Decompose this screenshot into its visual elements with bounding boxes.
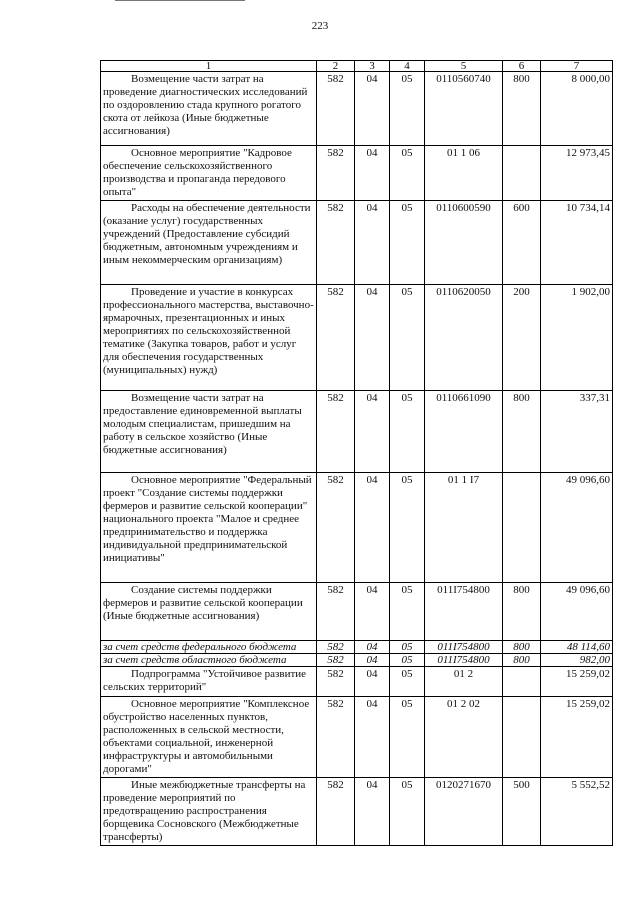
cell-section: 04 [355, 641, 390, 654]
row-name: Возмещение части затрат на предоставление единовременной выплаты молодым специалистам, пришедшим на работу в сельское хозяйство (Иные бюджетные ассигнования) [101, 391, 317, 473]
cell-subsection: 05 [390, 391, 425, 473]
top-rule [115, 0, 245, 1]
cell-subsection: 05 [390, 654, 425, 667]
cell-admin: 582 [317, 583, 355, 641]
cell-target-code: 01 1 I7 [425, 473, 503, 583]
cell-amount: 49 096,60 [541, 473, 613, 583]
table-row [101, 201, 613, 285]
cell-target-code: 01 2 [425, 667, 503, 697]
row-name: за счет средств областного бюджета [101, 654, 317, 667]
table-row [101, 697, 613, 778]
budget-table [100, 60, 613, 846]
cell-target-code: 0110600590 [425, 201, 503, 285]
cell-section: 04 [355, 654, 390, 667]
table-row [101, 146, 613, 201]
cell-amount: 49 096,60 [541, 583, 613, 641]
cell-admin: 582 [317, 201, 355, 285]
table-row [101, 641, 613, 654]
cell-target-code: 0110620050 [425, 285, 503, 391]
cell-admin: 582 [317, 778, 355, 846]
cell-subsection: 05 [390, 667, 425, 697]
cell-expense-type: 200 [503, 285, 541, 391]
cell-section: 04 [355, 778, 390, 846]
cell-admin: 582 [317, 146, 355, 201]
cell-subsection: 05 [390, 473, 425, 583]
cell-expense-type: 500 [503, 778, 541, 846]
cell-section: 04 [355, 201, 390, 285]
row-name: Основное мероприятие "Федеральный проект "Создание системы поддержки фермеров и развитие сельской кооперации" национального проекта "Малое и среднее предпринимательство и поддержка индивидуальной предпринимательской инициативы" [101, 473, 317, 583]
table-row [101, 391, 613, 473]
cell-subsection: 05 [390, 201, 425, 285]
row-name: Основное мероприятие "Кадровое обеспечение сельскохозяйственного производства и пропаганда передового опыта" [101, 146, 317, 201]
cell-expense-type [503, 146, 541, 201]
column-header: 2 [317, 61, 355, 72]
cell-section: 04 [355, 146, 390, 201]
table-row [101, 583, 613, 641]
cell-amount: 337,31 [541, 391, 613, 473]
cell-admin: 582 [317, 697, 355, 778]
table-row [101, 72, 613, 146]
table-row [101, 667, 613, 697]
page-number: 223 [311, 20, 329, 32]
cell-expense-type: 800 [503, 654, 541, 667]
cell-target-code: 0110560740 [425, 72, 503, 146]
header-row [101, 61, 613, 72]
cell-section: 04 [355, 72, 390, 146]
cell-admin: 582 [317, 72, 355, 146]
cell-expense-type: 800 [503, 583, 541, 641]
cell-expense-type: 600 [503, 201, 541, 285]
cell-amount: 8 000,00 [541, 72, 613, 146]
column-header: 7 [541, 61, 613, 72]
cell-amount: 1 902,00 [541, 285, 613, 391]
cell-admin: 582 [317, 473, 355, 583]
cell-subsection: 05 [390, 641, 425, 654]
cell-target-code: 011I754800 [425, 583, 503, 641]
cell-admin: 582 [317, 654, 355, 667]
cell-admin: 582 [317, 641, 355, 654]
table-row [101, 654, 613, 667]
cell-target-code: 011I754800 [425, 654, 503, 667]
row-name: Проведение и участие в конкурсах профессионального мастерства, выставочно-ярмарочных, презентационных и иных мероприятиях по сельскохозяйственной тематике (Закупка товаров, работ и услуг для обеспечения государственных (муниципальных) нужд) [101, 285, 317, 391]
row-name: Основное мероприятие "Комплексное обустройство населенных пунктов, расположенных в сельской местности, объектами социальной, инженерной инфраструктуры и автомобильными дорогами" [101, 697, 317, 778]
cell-expense-type [503, 697, 541, 778]
cell-admin: 582 [317, 391, 355, 473]
cell-section: 04 [355, 391, 390, 473]
row-name: Возмещение части затрат на проведение диагностических исследований по оздоровлению стада крупного рогатого скота от лейкоза (Иные бюджетные ассигнования) [101, 72, 317, 146]
cell-admin: 582 [317, 667, 355, 697]
cell-section: 04 [355, 667, 390, 697]
table-row [101, 778, 613, 846]
cell-section: 04 [355, 697, 390, 778]
cell-target-code: 01 2 02 [425, 697, 503, 778]
row-name: Расходы на обеспечение деятельности (оказание услуг) государственных учреждений (Предоставление субсидий бюджетным, автономным учреждениям и иным некоммерческим организациям) [101, 201, 317, 285]
row-name: Подпрограмма "Устойчивое развитие сельских территорий" [101, 667, 317, 697]
cell-amount: 15 259,02 [541, 667, 613, 697]
table-row [101, 473, 613, 583]
cell-amount: 12 973,45 [541, 146, 613, 201]
column-header: 4 [390, 61, 425, 72]
row-name: Создание системы поддержки фермеров и развитие сельской кооперации (Иные бюджетные ассигнования) [101, 583, 317, 641]
cell-subsection: 05 [390, 778, 425, 846]
cell-target-code: 011I754800 [425, 641, 503, 654]
cell-amount: 5 552,52 [541, 778, 613, 846]
cell-expense-type: 800 [503, 641, 541, 654]
cell-target-code: 0120271670 [425, 778, 503, 846]
column-header: 3 [355, 61, 390, 72]
cell-expense-type: 800 [503, 72, 541, 146]
cell-amount: 982,00 [541, 654, 613, 667]
cell-amount: 48 114,60 [541, 641, 613, 654]
cell-expense-type [503, 473, 541, 583]
row-name: Иные межбюджетные трансферты на проведение мероприятий по предотвращению распространения борщевика Сосновского (Межбюджетные трансферты) [101, 778, 317, 846]
cell-subsection: 05 [390, 146, 425, 201]
cell-subsection: 05 [390, 72, 425, 146]
column-header: 5 [425, 61, 503, 72]
cell-target-code: 01 1 06 [425, 146, 503, 201]
cell-target-code: 0110661090 [425, 391, 503, 473]
column-header: 1 [101, 61, 317, 72]
cell-admin: 582 [317, 285, 355, 391]
cell-expense-type: 800 [503, 391, 541, 473]
table-row [101, 285, 613, 391]
cell-amount: 10 734,14 [541, 201, 613, 285]
cell-section: 04 [355, 473, 390, 583]
cell-section: 04 [355, 583, 390, 641]
cell-subsection: 05 [390, 285, 425, 391]
cell-subsection: 05 [390, 583, 425, 641]
column-header: 6 [503, 61, 541, 72]
cell-section: 04 [355, 285, 390, 391]
cell-subsection: 05 [390, 697, 425, 778]
row-name: за счет средств федерального бюджета [101, 641, 317, 654]
cell-expense-type [503, 667, 541, 697]
cell-amount: 15 259,02 [541, 697, 613, 778]
